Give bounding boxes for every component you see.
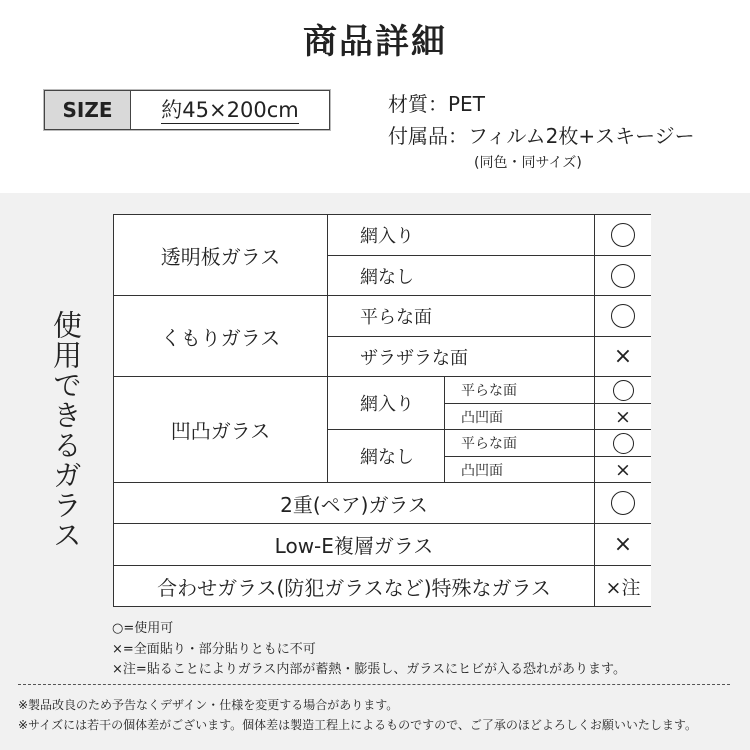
ok-circle-icon: [611, 264, 635, 288]
glass-type-frosted: くもりガラス: [114, 296, 327, 376]
row-label-patterned-unwired-bumpy: 凸凹面: [445, 457, 594, 482]
table-divider: [114, 565, 650, 566]
mark-patterned-unwired-flat: [595, 430, 651, 456]
row-label-rough: ザラザラな面: [328, 337, 594, 376]
legend-note: ×注=貼ることによりガラス内部が蓄熱・膨張し、ガラスにヒビが入る恐れがあります。: [112, 662, 626, 677]
table-divider: [114, 295, 650, 296]
table-divider: [327, 255, 650, 256]
row-label-unwired: 網なし: [328, 256, 594, 295]
accessory-note: (同色・同サイズ): [474, 155, 582, 171]
table-divider: [594, 215, 595, 606]
glass-type-laminated: 合わせガラス(防犯ガラスなど)特殊なガラス: [114, 566, 594, 606]
material-spec: 材質：PET: [388, 92, 485, 116]
mark-laminated: ×注: [595, 566, 651, 606]
mark-patterned-wired-flat: [595, 377, 651, 403]
ok-circle-icon: [611, 491, 635, 515]
row-label-flat: 平らな面: [328, 296, 594, 336]
row-label-patterned-wired-bumpy: 凸凹面: [445, 404, 594, 429]
table-divider: [114, 376, 650, 377]
table-divider: [327, 336, 650, 337]
table-divider: [114, 482, 650, 483]
mark-frosted-flat: [595, 296, 651, 336]
table-divider: [444, 456, 650, 457]
mark-frosted-rough: ×: [595, 337, 651, 376]
glass-type-transparent: 透明板ガラス: [114, 215, 327, 295]
size-value-wrap: [131, 91, 329, 129]
row-label-patterned-wired: 網入り: [328, 377, 444, 429]
mark-transparent-unwired: [595, 256, 651, 295]
size-box: [44, 90, 330, 130]
mark-pair: [595, 483, 651, 523]
ok-circle-icon: [613, 433, 634, 454]
row-label-patterned-unwired: 網なし: [328, 430, 444, 482]
usable-glass-heading: 使用できるガラス: [49, 310, 83, 550]
size-label: SIZE: [45, 91, 131, 129]
footnote-design-change: ※製品改良のため予告なくデザイン・仕様を変更する場合があります。: [18, 698, 399, 712]
product-info-section: [0, 0, 750, 193]
glass-type-lowe: Low-E複層ガラス: [114, 524, 594, 565]
ok-circle-icon: [611, 223, 635, 247]
table-divider: [327, 429, 650, 430]
table-divider: [114, 523, 650, 524]
dashed-divider: [18, 684, 730, 685]
size-value: 約45×200cm: [161, 97, 299, 122]
ok-circle-icon: [613, 380, 634, 401]
table-divider: [444, 403, 650, 404]
glass-compatibility-table: [113, 214, 651, 607]
mark-transparent-wired: [595, 215, 651, 255]
legend-ng: ×=全面貼り・部分貼りともに不可: [112, 642, 316, 657]
row-label-wired: 網入り: [328, 215, 594, 255]
glass-type-pair: 2重(ペア)ガラス: [114, 483, 594, 523]
mark-lowe: ×: [595, 524, 651, 565]
row-label-patterned-unwired-flat: 平らな面: [445, 430, 594, 456]
footnote-size-variance: ※サイズには若干の個体差がございます。個体差は製造工程上によるものですので、ご了承のほどよろしくお願いいたします。: [18, 718, 697, 732]
page-title: 商品詳細: [303, 22, 447, 62]
mark-patterned-unwired-bumpy: ×: [595, 457, 651, 482]
accessory-spec: 付属品：フィルム2枚+スキージー: [388, 124, 695, 148]
row-label-patterned-wired-flat: 平らな面: [445, 377, 594, 403]
legend-ok: ○=使用可: [112, 621, 174, 636]
ok-circle-icon: [611, 304, 635, 328]
mark-patterned-wired-bumpy: ×: [595, 404, 651, 429]
glass-type-patterned: 凹凸ガラス: [114, 377, 327, 482]
